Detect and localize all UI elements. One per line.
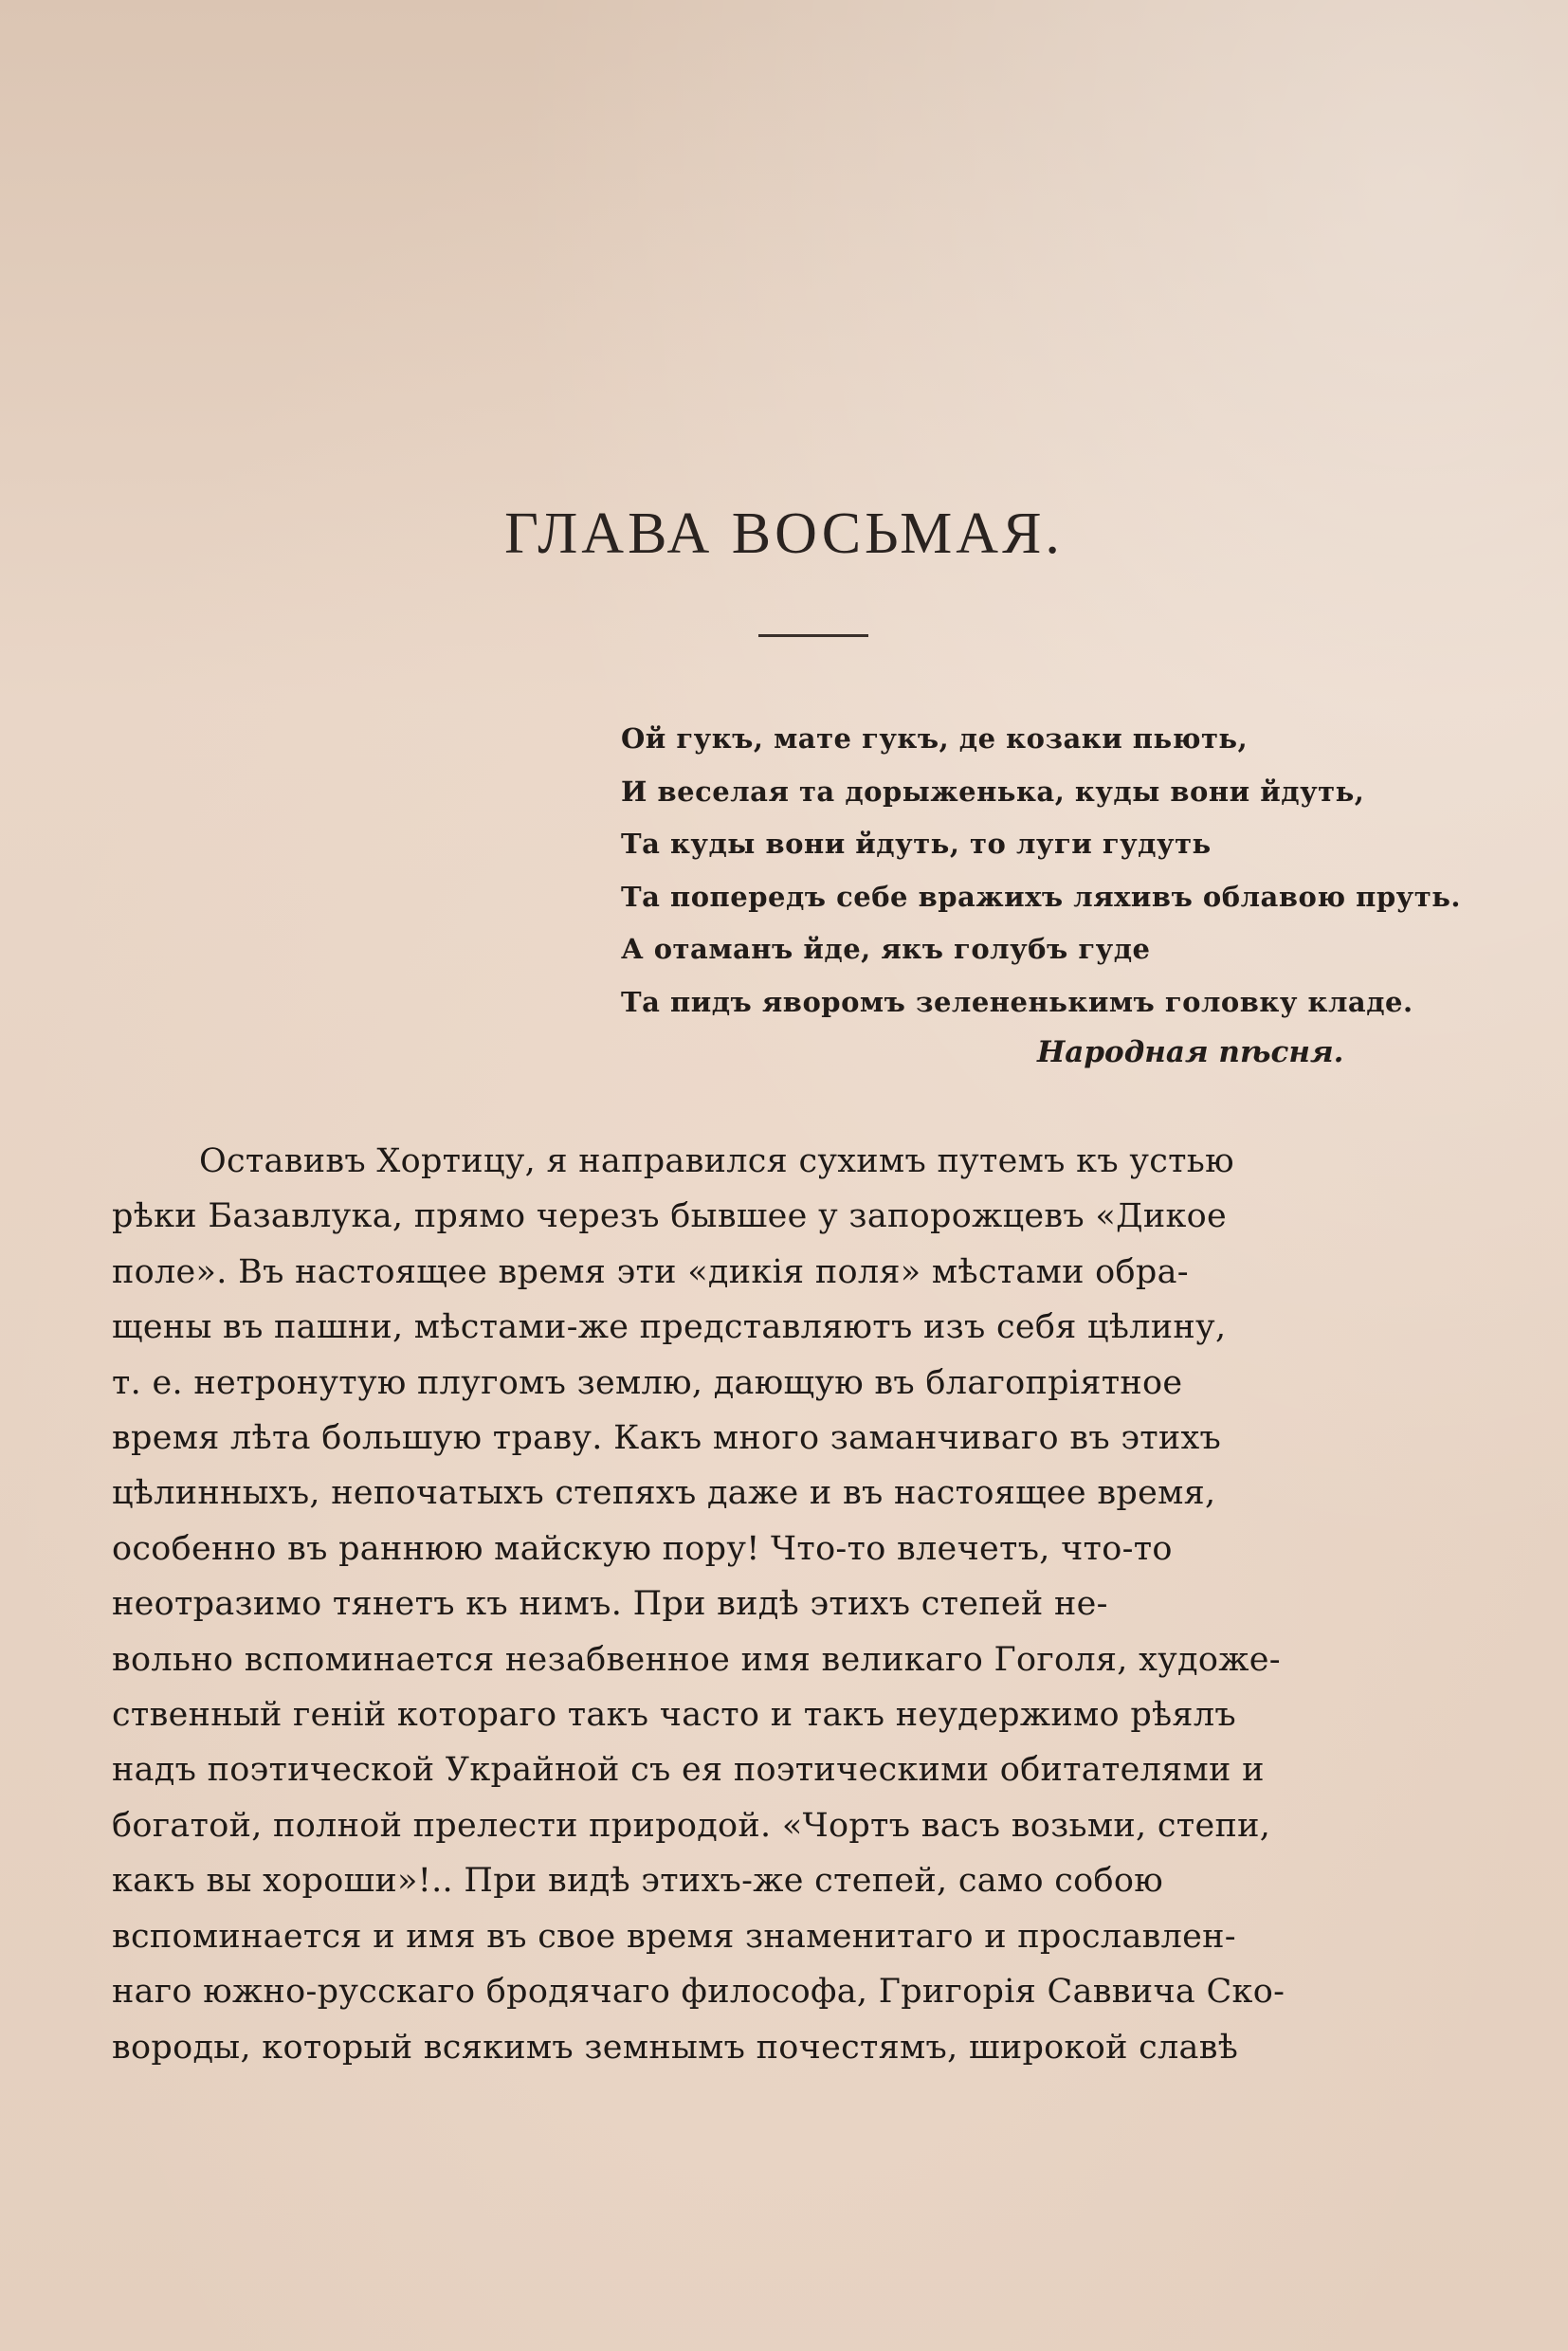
body-line: время лѣта большую траву. Какъ много заманчиваго въ этихъ [112, 1419, 1222, 1458]
body-line: какъ вы хороши»!.. При видѣ этихъ-же степей, само собою [112, 1862, 1164, 1901]
epigraph-source: Народная пѣсня. [1037, 1035, 1344, 1069]
chapter-title: ГЛАВА ВОСЬМАЯ. [504, 501, 1064, 566]
body-line: т. е. нетронутую плугомъ землю, дающую въ благопріятное [112, 1363, 1183, 1402]
body-line: неотразимо тянетъ къ нимъ. При видѣ этихъ степей не- [112, 1585, 1108, 1624]
body-line: вольно вспоминается незабвенное имя великаго Гоголя, художе- [112, 1640, 1281, 1679]
epigraph-line: Ой гукъ, мате гукъ, де козаки пьють, [621, 722, 1249, 755]
body-line: рѣки Базавлука, прямо черезъ бывшее у запорожцевъ «Дикое [112, 1197, 1228, 1236]
epigraph-line: Та куды вони йдуть, то луги гудуть [621, 828, 1212, 860]
body-paragraph [112, 1134, 1498, 2075]
body-line: богатой, полной прелести природой. «Чортъ васъ возьми, степи, [112, 1806, 1271, 1845]
epigraph-line: А отаманъ йде, якъ голубъ гуде [621, 933, 1151, 965]
body-line: ственный геній котораго такъ часто и такъ неудержимо рѣялъ [112, 1696, 1236, 1735]
title-divider [758, 634, 868, 637]
body-line: надъ поэтической Украйной съ ея поэтическими обитателями и [112, 1751, 1265, 1790]
epigraph [621, 713, 1512, 1029]
body-line: особенно въ раннюю майскую пору! Что-то влечетъ, что-то [112, 1529, 1173, 1568]
body-line: Оставивъ Хортицу, я направился сухимъ путемъ къ устью [199, 1142, 1234, 1180]
body-line: наго южно-русскаго бродячаго философа, Григорія Саввича Ско- [112, 1973, 1285, 2012]
body-line: поле». Въ настоящее время эти «дикія поля» мѣстами обра- [112, 1252, 1189, 1291]
epigraph-line: Та пидъ яворомъ зелененькимъ головку кладе. [621, 985, 1413, 1018]
body-line: вороды, который всякимъ земнымъ почестямъ, широкой славѣ [112, 2028, 1239, 2067]
body-line: цѣлинныхъ, непочатыхъ степяхъ даже и въ настоящее время, [112, 1474, 1216, 1513]
epigraph-line: И веселая та дорыженька, куды вони йдуть, [621, 775, 1365, 808]
epigraph-line: Та попередъ себе вражихъ ляхивъ облавою пруть. [621, 880, 1461, 913]
body-line: щены въ пашни, мѣстами-же представляютъ изъ себя цѣлину, [112, 1308, 1227, 1347]
body-line: вспоминается и имя въ свое время знаменитаго и прославлен- [112, 1917, 1236, 1956]
